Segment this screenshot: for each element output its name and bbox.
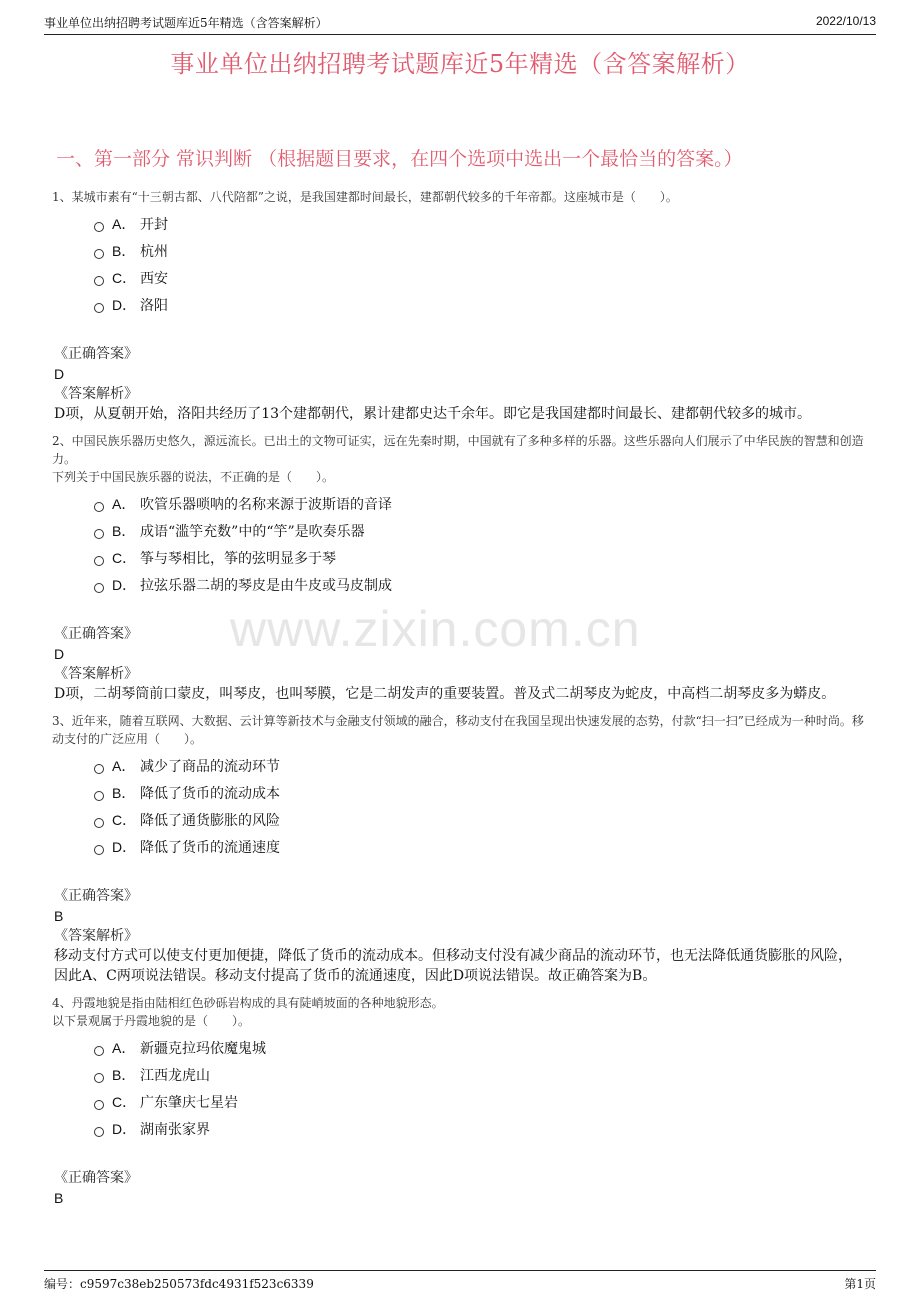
option-letter: D． [112, 1120, 137, 1137]
header-doc-title: 事业单位出纳招聘考试题库近5年精选（含答案解析） [44, 16, 328, 30]
radio-button-icon[interactable] [94, 502, 104, 512]
document-title: 事业单位出纳招聘考试题库近5年精选（含答案解析） [170, 50, 750, 78]
correct-answer-label: 《正确答案》 [54, 1170, 138, 1186]
option-text: 吹管乐器唢呐的名称来源于波斯语的音译 [140, 496, 392, 513]
option-text: 降低了通货膨胀的风险 [140, 812, 280, 829]
option-text: 成语“滥竽充数”中的“竽”是吹奏乐器 [140, 523, 365, 540]
analysis-text: 移动支付方式可以使支付更加便捷，降低了货币的流动成本。但移动支付没有减少商品的流动环节，也无法降低通货膨胀的风险，因此A、C两项说法错误。移动支付提高了货币的流通速度，因此D项说法错误。故正确答案为B。 [54, 948, 852, 984]
question-stem-line: 下列关于中国民族乐器的说法，不正确的是（ ）。 [52, 470, 335, 484]
question-stem [52, 432, 868, 486]
answer-block [52, 1168, 868, 1208]
option-list [94, 210, 868, 318]
radio-button-icon[interactable] [94, 1127, 104, 1137]
radio-button-icon[interactable] [94, 276, 104, 286]
analysis-label: 《答案解析》 [54, 928, 138, 944]
option-letter: C． [112, 1093, 137, 1110]
option-text: 筝与琴相比，筝的弦明显多于琴 [140, 550, 336, 567]
radio-button-icon[interactable] [94, 556, 104, 566]
question-stem [52, 188, 868, 206]
option-a[interactable] [94, 210, 868, 237]
option-letter: B． [112, 242, 136, 259]
option-letter: A． [112, 495, 136, 512]
option-letter: D． [112, 296, 137, 313]
question-4 [52, 994, 868, 1208]
option-c[interactable] [94, 264, 868, 291]
analysis-label: 《答案解析》 [54, 666, 138, 682]
option-text: 杭州 [140, 243, 168, 260]
option-letter: A． [112, 757, 136, 774]
correct-answer-label: 《正确答案》 [54, 888, 138, 904]
answer-block [52, 624, 868, 704]
correct-answer-value: B [54, 908, 64, 924]
radio-button-icon[interactable] [94, 845, 104, 855]
option-letter: D． [112, 838, 137, 855]
radio-button-icon[interactable] [94, 529, 104, 539]
option-d[interactable] [94, 291, 868, 318]
option-letter: C． [112, 811, 137, 828]
radio-button-icon[interactable] [94, 583, 104, 593]
option-list [94, 1034, 868, 1142]
option-letter: D． [112, 576, 137, 593]
page-header [44, 14, 876, 35]
option-letter: B． [112, 522, 136, 539]
question-stem-line: 3、近年来，随着互联网、大数据、云计算等新技术与金融支付领域的融合，移动支付在我国呈现出快速发展的态势，付款“扫一扫”已经成为一种时尚。移动支付的广泛应用（ ）。 [52, 714, 864, 746]
option-c[interactable] [94, 544, 868, 571]
option-text: 湖南张家界 [140, 1121, 210, 1138]
header-date: 2022/10/13 [815, 14, 876, 28]
correct-answer-value: B [54, 1190, 64, 1206]
option-d[interactable] [94, 571, 868, 598]
option-text: 洛阳 [140, 297, 168, 314]
question-list [52, 188, 868, 1216]
correct-answer-value: D [54, 366, 65, 382]
question-2 [52, 432, 868, 704]
radio-button-icon[interactable] [94, 249, 104, 259]
option-letter: A． [112, 215, 136, 232]
question-stem [52, 712, 868, 748]
option-b[interactable] [94, 237, 868, 264]
section-heading: 一、第一部分 常识判断 （根据题目要求，在四个选项中选出一个最恰当的答案。） [56, 148, 743, 170]
option-c[interactable] [94, 1088, 868, 1115]
option-c[interactable] [94, 806, 868, 833]
option-d[interactable] [94, 1115, 868, 1142]
option-text: 降低了货币的流动成本 [140, 785, 280, 802]
radio-button-icon[interactable] [94, 222, 104, 232]
option-b[interactable] [94, 517, 868, 544]
option-letter: C． [112, 549, 137, 566]
radio-button-icon[interactable] [94, 764, 104, 774]
option-d[interactable] [94, 833, 868, 860]
question-3 [52, 712, 868, 986]
radio-button-icon[interactable] [94, 1046, 104, 1056]
radio-button-icon[interactable] [94, 818, 104, 828]
radio-button-icon[interactable] [94, 303, 104, 313]
watermark: www.zixin.com.cn [230, 601, 641, 657]
option-text: 拉弦乐器二胡的琴皮是由牛皮或马皮制成 [140, 577, 392, 594]
question-stem-line: 2、中国民族乐器历史悠久，源远流长。已出土的文物可证实，远在先秦时期，中国就有了多种多样的乐器。这些乐器向人们展示了中华民族的智慧和创造力。 [52, 434, 864, 466]
option-letter: A． [112, 1039, 136, 1056]
question-1 [52, 188, 868, 424]
radio-button-icon[interactable] [94, 791, 104, 801]
footer-page-number: 第1页 [844, 1277, 876, 1291]
analysis-text: D项，从夏朝开始，洛阳共经历了13个建都朝代，累计建都史达千余年。即它是我国建都时间最长、建都朝代较多的城市。 [54, 406, 812, 422]
option-list [94, 752, 868, 860]
radio-button-icon[interactable] [94, 1073, 104, 1083]
option-text: 降低了货币的流通速度 [140, 839, 280, 856]
option-text: 西安 [140, 270, 168, 287]
option-text: 广东肇庆七星岩 [140, 1094, 238, 1111]
question-stem-line: 1、某城市素有“十三朝古都、八代陪都”之说，是我国建都时间最长，建都朝代较多的千年帝都。这座城市是（ ）。 [52, 190, 678, 204]
page-footer [44, 1270, 876, 1295]
option-list [94, 490, 868, 598]
option-letter: B． [112, 784, 136, 801]
analysis-text: D项，二胡琴筒前口蒙皮，叫琴皮，也叫琴膜，它是二胡发声的重要装置。普及式二胡琴皮为蛇皮，中高档二胡琴皮多为蟒皮。 [54, 686, 836, 702]
question-stem [52, 994, 868, 1030]
option-text: 新疆克拉玛依魔鬼城 [140, 1040, 266, 1057]
option-b[interactable] [94, 1061, 868, 1088]
analysis-label: 《答案解析》 [54, 386, 138, 402]
option-letter: C． [112, 269, 137, 286]
option-a[interactable] [94, 1034, 868, 1061]
answer-block [52, 886, 868, 986]
correct-answer-label: 《正确答案》 [54, 626, 138, 642]
option-a[interactable] [94, 490, 868, 517]
option-text: 江西龙虎山 [140, 1067, 210, 1084]
question-stem-line: 4、丹霞地貌是指由陆相红色砂砾岩构成的具有陡峭坡面的各种地貌形态。 [52, 996, 444, 1010]
option-b[interactable] [94, 779, 868, 806]
correct-answer-label: 《正确答案》 [54, 346, 138, 362]
option-text: 开封 [140, 216, 168, 233]
correct-answer-value: D [54, 646, 65, 662]
answer-block [52, 344, 868, 424]
question-stem-line: 以下景观属于丹霞地貌的是（ ）。 [52, 1014, 251, 1028]
footer-doc-code: 编号：c9597c38eb250573fdc4931f523c6339 [44, 1277, 314, 1291]
option-a[interactable] [94, 752, 868, 779]
option-letter: B． [112, 1066, 136, 1083]
option-text: 减少了商品的流动环节 [140, 758, 280, 775]
radio-button-icon[interactable] [94, 1100, 104, 1110]
